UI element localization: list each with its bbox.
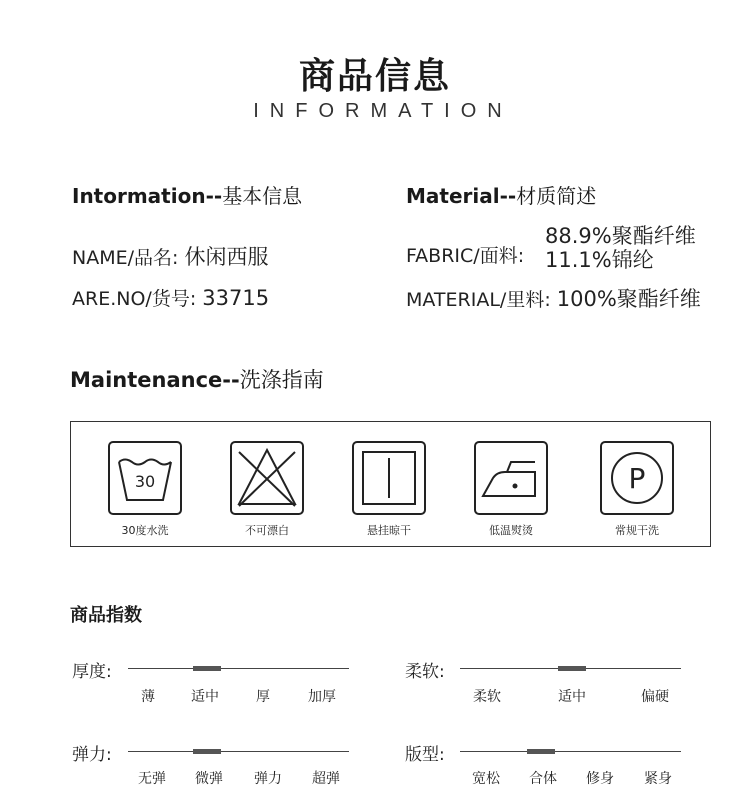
lining-label: MATERIAL/里料: (406, 289, 551, 311)
page-subtitle: INFORMATION (253, 100, 513, 122)
scale-tick: 偏硬 (641, 689, 669, 705)
index-heading: 商品指数 (70, 605, 142, 626)
care-label-dry: 悬挂晾干 (367, 524, 411, 537)
basic-info-heading-cn: 基本信息 (222, 184, 303, 208)
name-row (72, 241, 268, 271)
scale-label-thickness: 厚度: (72, 662, 112, 682)
lining-value: 100%聚酯纤维 (556, 287, 701, 311)
maintenance-heading-en: Maintenance-- (70, 368, 240, 392)
article-label: ARE.NO/货号: (72, 288, 197, 310)
material-heading (406, 180, 596, 209)
care-label-bleach: 不可漂白 (245, 524, 289, 537)
fabric-values (545, 224, 696, 272)
scale-tick: 柔软 (473, 689, 501, 705)
care-item-wash (95, 440, 195, 538)
scale-marker-elasticity (193, 749, 221, 754)
material-heading-cn: 材质简述 (516, 184, 597, 208)
scale-label-fit: 版型: (405, 745, 445, 765)
care-item-dry (339, 440, 439, 538)
scale-line-fit (460, 751, 681, 752)
scale-line-thickness (128, 668, 349, 669)
care-label-wash: 30度水洗 (121, 524, 169, 537)
scale-tick: 微弹 (195, 771, 223, 787)
care-item-bleach (217, 440, 317, 538)
scale-tick: 加厚 (308, 689, 336, 705)
scale-label-elasticity: 弹力: (72, 745, 112, 765)
care-item-iron (461, 440, 561, 538)
scale-marker-softness (558, 666, 586, 671)
scale-tick: 合体 (529, 771, 557, 787)
name-label: NAME/品名: (72, 247, 179, 269)
care-label-iron: 低温熨烫 (489, 524, 533, 537)
hang-dry-icon (351, 440, 427, 516)
fabric-value-1: 88.9%聚酯纤维 (545, 224, 696, 248)
care-item-dryclean (587, 440, 687, 538)
basic-info-heading (72, 180, 302, 209)
scale-label-softness: 柔软: (405, 662, 445, 682)
maintenance-heading-cn: 洗涤指南 (239, 368, 324, 392)
scale-tick: 弹力 (254, 771, 282, 787)
low-iron-icon (473, 440, 549, 516)
article-value: 33715 (202, 286, 270, 310)
scale-marker-fit (527, 749, 555, 754)
material-heading-en: Material-- (406, 184, 517, 208)
basic-info-heading-en: Intormation-- (72, 184, 223, 208)
fabric-label: FABRIC/面料: (406, 245, 525, 267)
no-bleach-icon (229, 440, 305, 516)
article-row (72, 284, 269, 311)
scale-tick: 无弹 (138, 771, 166, 787)
maintenance-heading (70, 364, 324, 394)
fabric-value-2: 11.1%锦纶 (545, 248, 654, 272)
name-value: 休闲西服 (184, 245, 269, 269)
wash-30-icon (107, 440, 183, 516)
lining-row (406, 283, 701, 313)
scale-marker-thickness (193, 666, 221, 671)
dry-clean-p-icon (599, 440, 675, 516)
scale-tick: 紧身 (644, 771, 672, 787)
scale-tick: 适中 (191, 689, 219, 705)
scale-tick: 适中 (558, 689, 586, 705)
scale-line-elasticity (128, 751, 349, 752)
scale-tick: 修身 (586, 771, 614, 787)
wash-temp-text: 30 (134, 472, 156, 491)
page-title: 商品信息 (298, 56, 451, 97)
scale-tick: 超弹 (312, 771, 340, 787)
scale-tick: 厚 (256, 689, 270, 705)
care-label-dryclean: 常规干洗 (615, 524, 659, 537)
scale-tick: 薄 (141, 689, 155, 705)
dry-clean-text: P (628, 462, 646, 495)
scale-tick: 宽松 (472, 771, 500, 787)
care-instructions-box (70, 421, 711, 547)
